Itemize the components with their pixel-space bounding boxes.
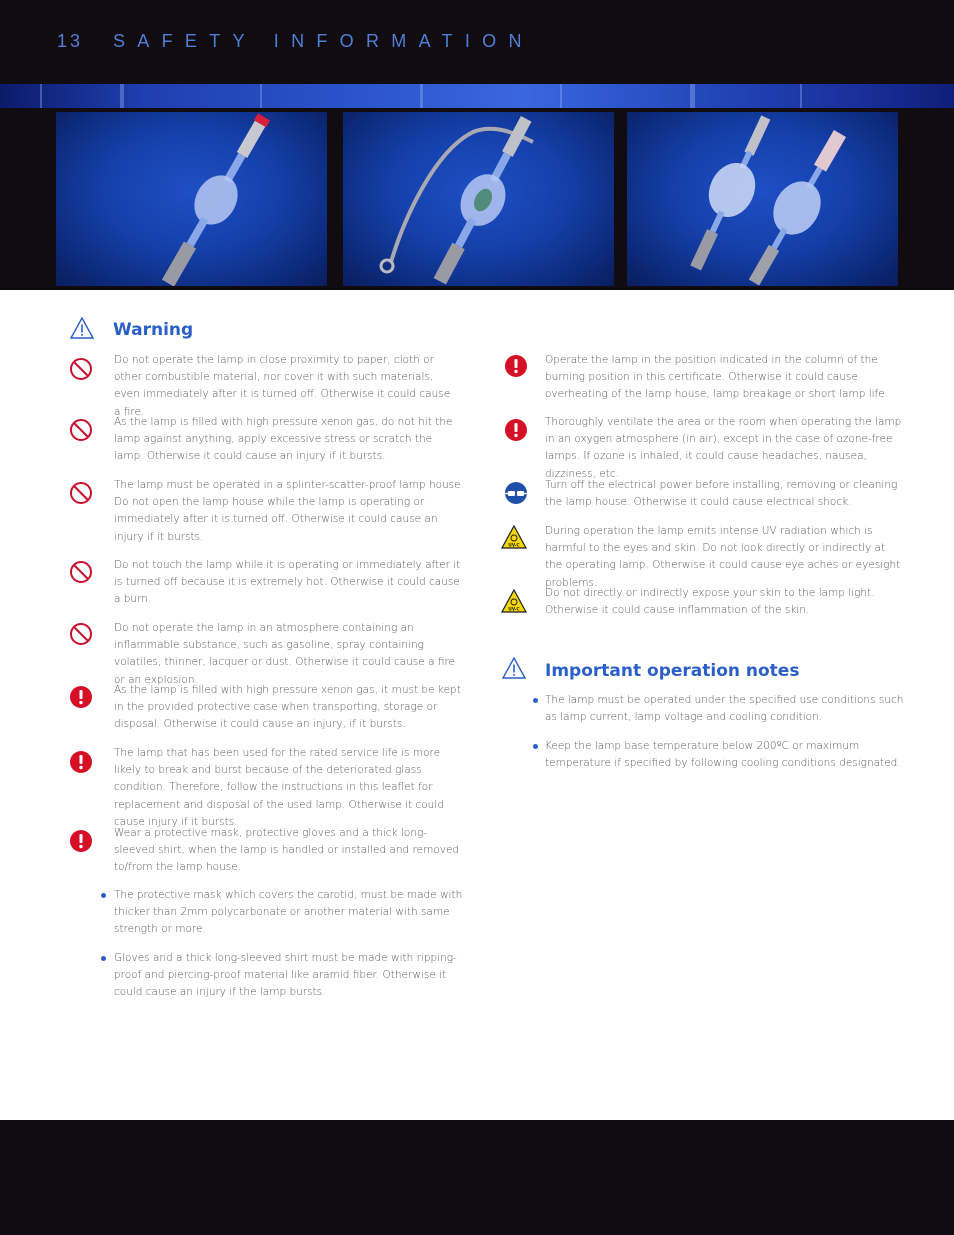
warning-bullet-text: Gloves and a thick long-sleeved shirt must be made with ripping-proof and piercing-proof material like aramid fiber. Otherwise it could cause an injury if the lamp bursts.: [114, 952, 457, 999]
warning-item-text: Do not directly or indirectly expose your skin to the lamp light. Otherwise it could cause inflammation of the skin.: [545, 587, 875, 617]
bullet-dot: [101, 956, 106, 961]
mandatory-exclamation-icon: [69, 829, 93, 853]
lamp-photo-3: [627, 112, 898, 286]
section-title: SAFETY INFORMATION: [113, 31, 534, 51]
notes-bullet-text: Keep the lamp base temperature below 200ºC or maximum temperature if specified by following cooling conditions designated.: [545, 740, 901, 770]
prohibition-icon: [69, 481, 93, 505]
mandatory-exclamation-icon: [504, 354, 528, 378]
prohibition-icon: [69, 560, 93, 584]
warning-triangle-icon: [502, 657, 526, 679]
header-band: [0, 0, 954, 290]
blue-banner: [0, 84, 954, 108]
page-number: 13: [57, 31, 84, 51]
warning-item-text: Do not operate the lamp in close proximity to paper, cloth or other combustible material, nor cover it with such materials, even immediately after it is turned off. Otherwise it could cause a fire.: [114, 354, 451, 418]
warning-item-text: The lamp that has been used for the rated service life is more likely to break and burst because of the deteriorated glass condition. Therefore, follow the instructions in this leaflet for replacement and disposal of the used lamp. Otherwise it could cause injury if it bursts.: [114, 747, 444, 828]
mandatory-exclamation-icon: [69, 685, 93, 709]
warning-bullet-text: The protective mask which covers the carotid, must be made with thicker than 2mm polycarbonate or another material with same strength or more.: [114, 889, 463, 936]
footer-band: [0, 1120, 954, 1235]
warning-item-text: Wear a protective mask, protective gloves and a thick long-sleeved shirt, when the lamp is handled or installed and removed to/from the lamp house.: [114, 827, 460, 874]
prohibition-icon: [69, 357, 93, 381]
unplug-power-icon: [504, 481, 528, 505]
uv-hazard-icon: [501, 525, 527, 550]
warning-heading: Warning: [113, 320, 194, 340]
mandatory-exclamation-icon: [69, 750, 93, 774]
warning-item-text: As the lamp is filled with high pressure xenon gas, do not hit the lamp against anything, apply excessive stress or scratch the lamp. Otherwise it could cause an injury if it bursts.: [114, 416, 453, 463]
mandatory-exclamation-icon: [504, 418, 528, 442]
warning-item-text: Thoroughly ventilate the area or the room when operating the lamp in an oxygen atmosphere (in air), except in the case of ozone-free lamps. If ozone is inhaled, it could cause headaches, nausea, dizziness, etc.: [545, 416, 902, 480]
uv-hazard-label: UV-C: [508, 542, 520, 548]
warning-triangle-icon: [70, 317, 94, 339]
notes-heading: Important operation notes: [545, 661, 800, 681]
warning-item-text: During operation the lamp emits intense UV radiation which is harmful to the eyes and skin. Do not look directly or indirectly at the operating lamp. Otherwise it could cause eye aches or eyesight problems.: [545, 525, 901, 589]
warning-item-text: Do not touch the lamp while it is operating or immediately after it is turned off because it is extremely hot. Otherwise it could cause a burn.: [114, 559, 461, 606]
prohibition-icon: [69, 622, 93, 646]
warning-item-text: Do not operate the lamp in an atmosphere containing an inflammable substance, such as gasoline, spray containing volatiles, thinner, lacquer or dust. Otherwise it could cause a fire or an explosion.: [114, 622, 456, 686]
prohibition-icon: [69, 418, 93, 442]
bullet-dot: [101, 893, 106, 898]
uv-hazard-icon: [501, 589, 527, 614]
notes-bullet-text: The lamp must be operated under the specified use conditions such as lamp current, lamp voltage and cooling condition.: [545, 694, 904, 724]
warning-item-text: Turn off the electrical power before installing, removing or cleaning the lamp house. Otherwise it could cause electrical shock.: [545, 479, 898, 509]
warning-item-text: The lamp must be operated in a splinter-scatter-proof lamp house. Do not open the lamp house while the lamp is operating or immediately after it is turned off. Otherwise it could cause an injury if it bursts.: [114, 479, 464, 543]
bullet-dot: [533, 744, 538, 749]
lamp-photo-1: [56, 112, 327, 286]
warning-item-text: As the lamp is filled with high pressure xenon gas, it must be kept in the provided protective case when transporting, storage or disposal. Otherwise it could cause an injury, if it bursts.: [114, 684, 461, 731]
warning-item-text: Operate the lamp in the position indicated in the column of the burning position in this certificate. Otherwise it could cause overheating of the lamp house, lamp breakage or short lamp life.: [545, 354, 889, 401]
bullet-dot: [533, 698, 538, 703]
uv-hazard-label: UV-C: [508, 606, 520, 612]
lamp-photo-2: [343, 112, 614, 286]
